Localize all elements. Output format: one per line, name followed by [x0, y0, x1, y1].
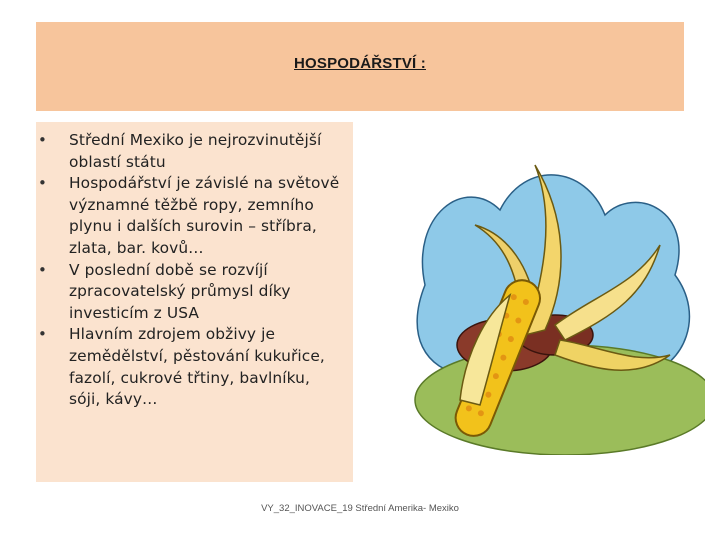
bullet-marker: •	[38, 325, 47, 344]
bullet-list	[36, 130, 346, 411]
bullet-marker: •	[38, 174, 47, 193]
bullet-text: Hospodářství je závislé na světově významné těžbě ropy, zemního plynu i dalších surovin – stříbra, zlata, bar. kovů…	[69, 174, 340, 257]
content-panel	[36, 122, 353, 482]
corn-cob-clipart	[405, 155, 705, 455]
bullet-text: Hlavním zdrojem obživy je zemědělství, pěstování kukuřice, fazolí, cukrové třtiny, bavlníku, sóji, kávy…	[69, 325, 325, 409]
bullet-marker: •	[38, 260, 47, 279]
footer-note: VY_32_INOVACE_19 Střední Amerika- Mexiko	[261, 503, 459, 514]
bullet-text: V poslední době se rozvíjí zpracovatelský průmysl díky investicím z USA	[69, 260, 291, 322]
bullet-item	[36, 324, 346, 410]
bullet-marker: •	[38, 131, 47, 149]
ground-ellipse	[415, 345, 705, 455]
slide-title: HOSPODÁŘSTVÍ :	[294, 55, 426, 72]
bullet-text: Střední Mexiko je nejrozvinutější oblastí státu	[69, 131, 322, 171]
bullet-item	[36, 130, 346, 173]
title-banner	[36, 22, 684, 111]
bullet-item	[36, 260, 346, 325]
bullet-item	[36, 173, 346, 259]
